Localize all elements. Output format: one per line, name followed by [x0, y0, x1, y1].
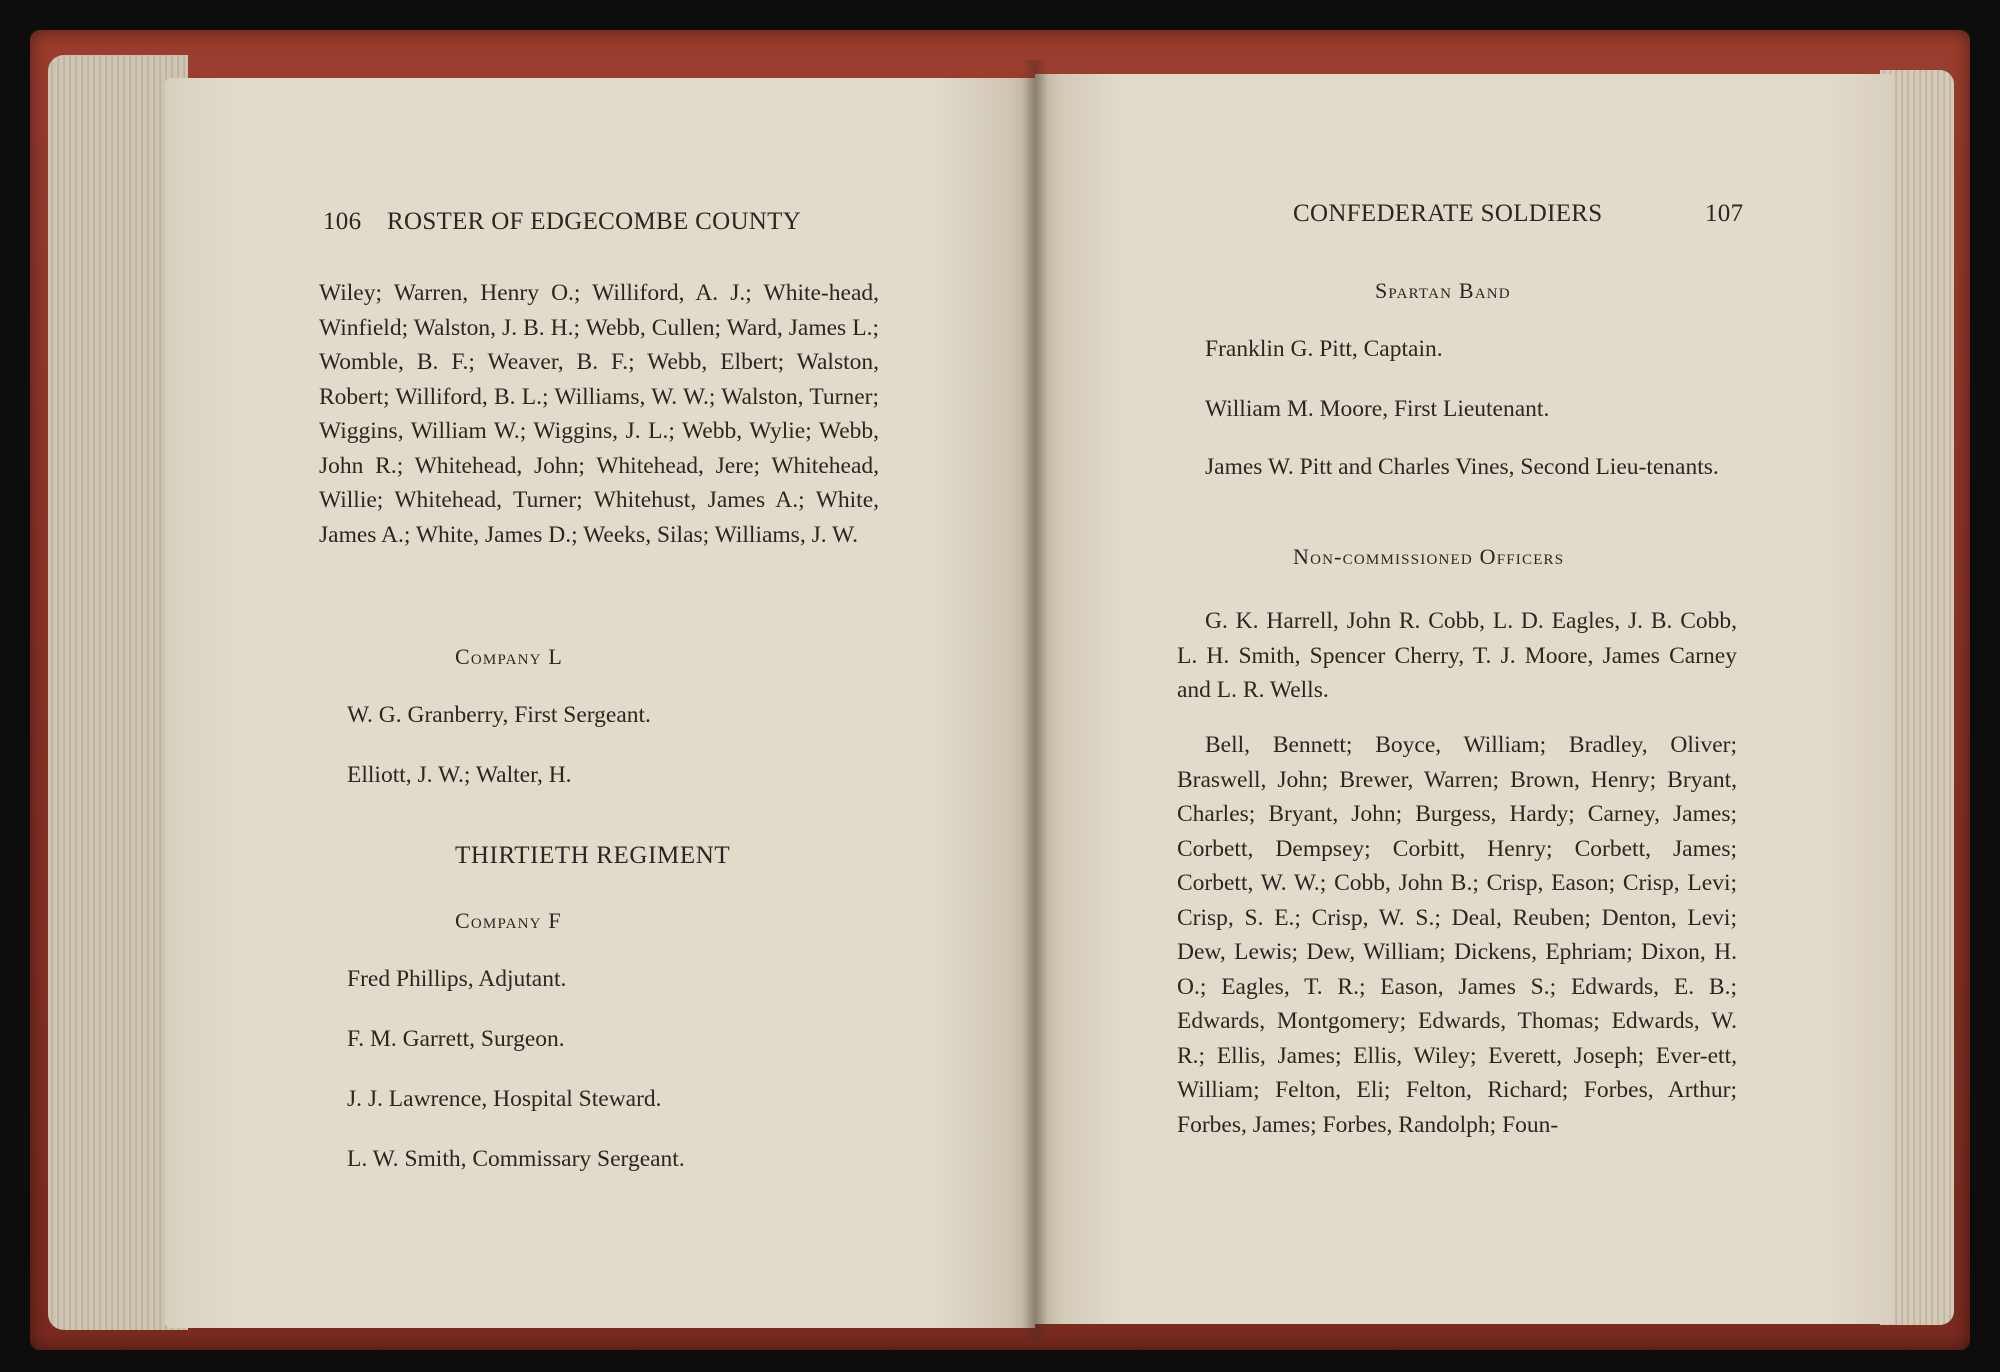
regiment-heading: THIRTIETH REGIMENT — [455, 842, 731, 869]
nco-list: G. K. Harrell, John R. Cobb, L. D. Eagles, J. B. Cobb, L. H. Smith, Spencer Cherry, T. J. Moore, James Carney and L. R. Wells. — [1177, 608, 1737, 703]
band-heading: Spartan Band — [1375, 278, 1511, 303]
left-running-title: ROSTER OF EDGECOMBE COUNTY — [387, 208, 802, 235]
right-running-title: CONFEDERATE SOLDIERS — [1293, 200, 1603, 227]
company-f-heading: Company F — [455, 908, 562, 933]
second-lieutenants: James W. Pitt and Charles Vines, Second Lieu-tenants. — [1205, 454, 1719, 480]
officer-line: F. M. Garrett, Surgeon. — [347, 1026, 565, 1052]
right-page-number: 107 — [1705, 200, 1744, 227]
privates-roster: Bell, Bennett; Boyce, William; Bradley, Oliver; Braswell, John; Brewer, Warren; Brown, Henry; Bryant, Charles; Bryant, John; Burgess, Hardy; Carney, James; Corbett, Dempsey; Corbitt, Henry; Corbett, James; Corbett, W. W.; Cobb, John B.; Crisp, Eason; Crisp, Levi; Crisp, S. E.; Crisp, W. S.; Deal, Reuben; Denton, Levi; Dew, Lewis; Dew, William; Dickens, Ephriam; Dixon, H. O.; Eagles, T. R.; Eason, James S.; Edwards, E. B.; Edwards, Montgomery; Edwards, Thomas; Edwards, W. R.; Ellis, James; Ellis, Wiley; Everett, Joseph; Ever-ett, William; Felton, Eli; Felton, Richard; Forbes, Arthur; Forbes, James; Forbes, Randolph; Foun- — [1177, 732, 1737, 1138]
left-page — [165, 78, 1035, 1328]
band-officer-line: Franklin G. Pitt, Captain. — [1205, 336, 1443, 362]
right-page — [1035, 74, 1895, 1324]
nco-heading: Non-commissioned Officers — [1293, 544, 1565, 569]
book-gutter — [1022, 60, 1048, 1340]
officer-line: L. W. Smith, Commissary Sergeant. — [347, 1146, 685, 1172]
left-page-number: 106 — [323, 208, 362, 235]
company-l-heading: Company L — [455, 644, 564, 669]
officer-line: Fred Phillips, Adjutant. — [347, 966, 567, 992]
officer-line: J. J. Lawrence, Hospital Steward. — [347, 1086, 662, 1112]
roster-continued: Wiley; Warren, Henry O.; Williford, A. J.; White-head, Winfield; Walston, J. B. H.; Webb, Cullen; Ward, James L.; Womble, B. F.; Weaver, B. F.; Webb, Elbert; Walston, Robert; Williford, B. L.; Williams, W. W.; Walston, Turner; Wiggins, William W.; Wiggins, J. L.; Webb, Wylie; Webb, John R.; Whitehead, John; Whitehead, Jere; Whitehead, Willie; Whitehead, Turner; Whitehust, James A.; White, James A.; White, James D.; Weeks, Silas; Williams, J. W. — [319, 280, 879, 548]
company-l-roster: Elliott, J. W.; Walter, H. — [347, 762, 572, 788]
band-officer-line: William M. Moore, First Lieutenant. — [1205, 396, 1550, 422]
company-l-officer: W. G. Granberry, First Sergeant. — [347, 702, 651, 728]
